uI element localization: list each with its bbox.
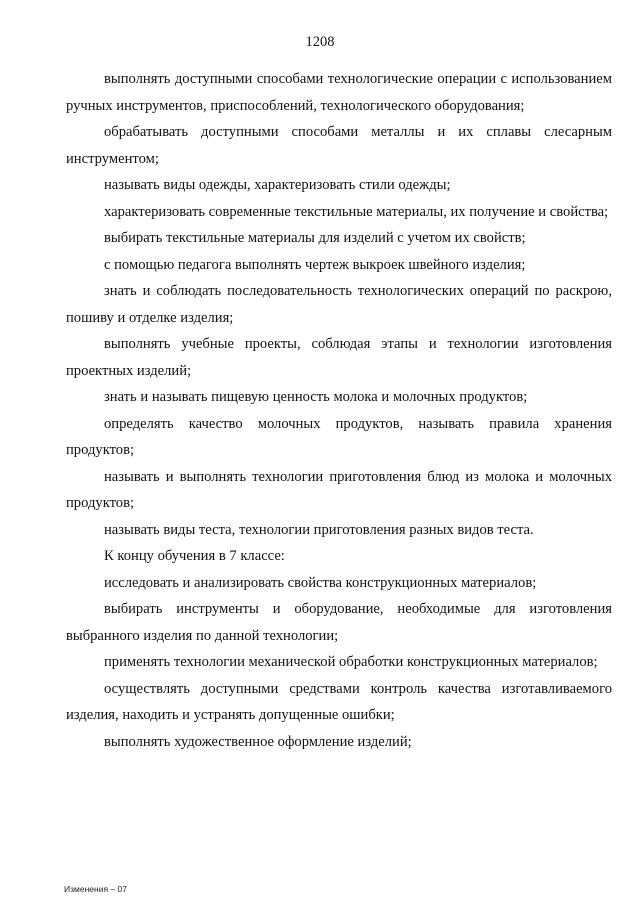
section-heading: К концу обучения в 7 классе:: [104, 548, 285, 564]
paragraph: знать и называть пищевую ценность молока и молочных продуктов;: [104, 389, 528, 405]
paragraph: называть и выполнять технологии приготовления блюд из молока и молочных продуктов;: [66, 468, 612, 511]
paragraph: с помощью педагога выполнять чертеж выкроек швейного изделия;: [104, 256, 526, 273]
paragraph: выбирать инструменты и оборудование, необходимые для изготовления выбранного изделия по данной технологии;: [66, 601, 612, 644]
revision-footer: Изменения – 07: [64, 884, 127, 894]
paragraph: называть виды одежды, характеризовать стили одежды;: [104, 177, 451, 193]
paragraph: выполнять доступными способами технологические операции с использованием ручных инструментов, приспособлений, технологического оборудования;: [66, 71, 612, 114]
paragraph: выполнять учебные проекты, соблюдая этапы и технологии изготовления проектных изделий;: [66, 336, 612, 379]
paragraph: определять качество молочных продуктов, называть правила хранения продуктов;: [66, 415, 612, 458]
page-number: 1208: [305, 34, 335, 50]
paragraph: выполнять художественное оформление изделий;: [104, 733, 412, 750]
paragraph: знать и соблюдать последовательность технологических операций по раскрою, пошиву и отделке изделия;: [66, 283, 612, 326]
paragraph: выбирать текстильные материалы для изделий с учетом их свойств;: [104, 230, 526, 246]
document-body: [66, 66, 612, 755]
paragraph: исследовать и анализировать свойства конструкционных материалов;: [104, 574, 537, 591]
paragraph: применять технологии механической обработки конструкционных материалов;: [104, 654, 598, 670]
paragraph: осуществлять доступными средствами контроль качества изготавливаемого изделия, находить и устранять допущенные ошибки;: [66, 680, 612, 723]
paragraph: называть виды теста, технологии приготовления разных видов теста.: [104, 521, 534, 538]
paragraph: обрабатывать доступными способами металлы и их сплавы слесарным инструментом;: [66, 124, 612, 167]
paragraph: характеризовать современные текстильные материалы, их получение и свойства;: [104, 203, 609, 220]
